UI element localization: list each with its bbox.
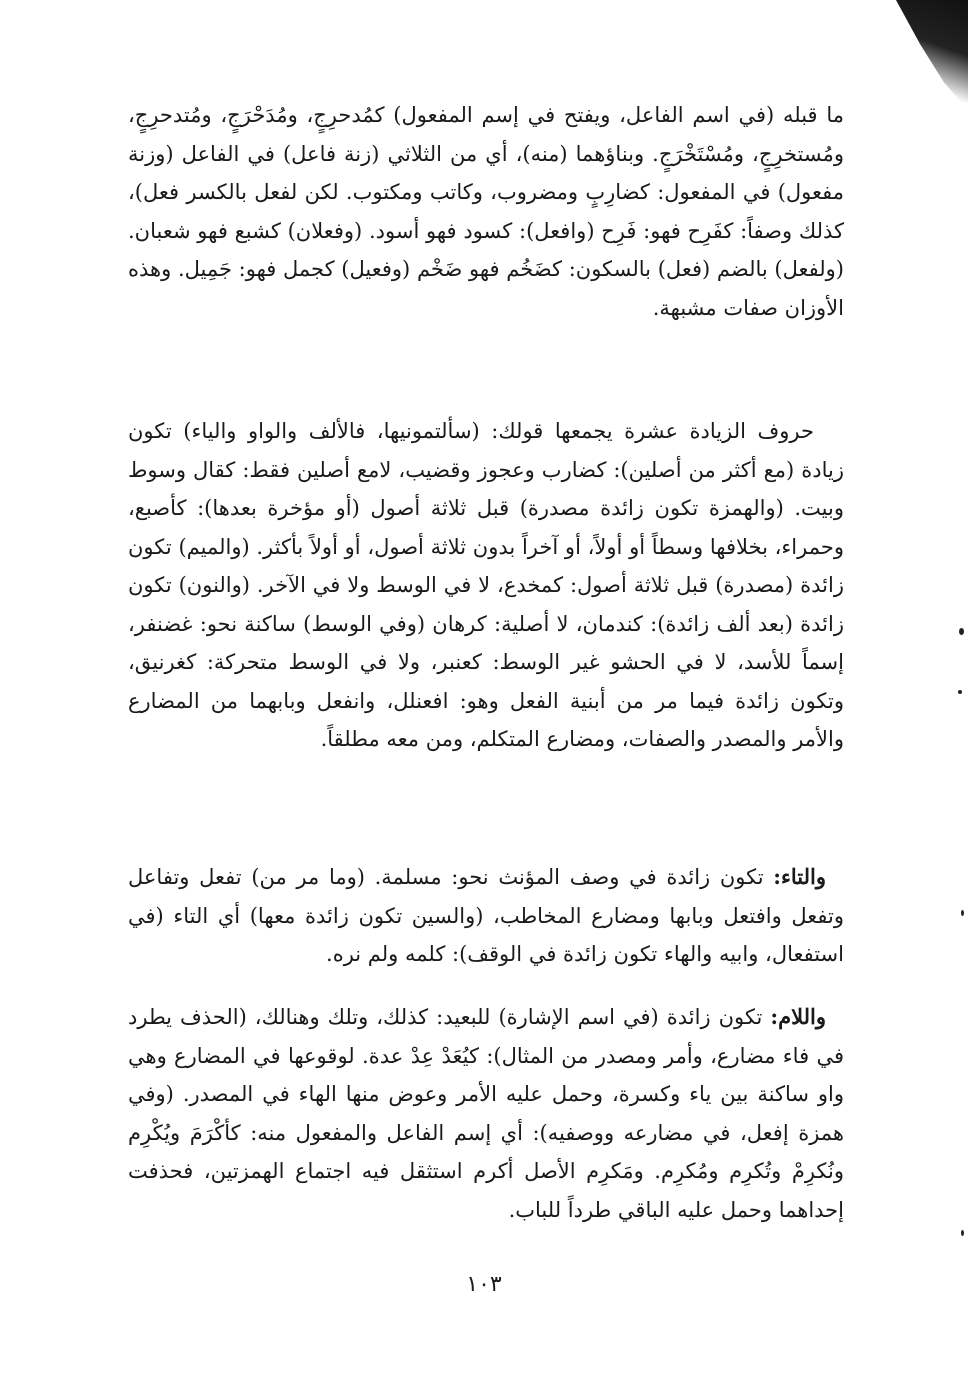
paragraph-3 <box>128 858 844 974</box>
scan-speck <box>958 690 962 694</box>
scan-speck <box>961 1230 964 1236</box>
scan-speck <box>961 910 964 916</box>
paragraph-3-text: تكون زائدة في وصف المؤنث نحو: مسلمة. (وما مر من) تفعل وتفاعل وتفعل وافتعل وبابها ومضارع المخاطب، (والسين تكون زائدة معها) أي التاء (في استفعال، وابيه والهاء تكون زائدة في الوقف): كلمه ولم نره. <box>128 865 844 966</box>
paragraph-4-lead: واللام: <box>770 1004 826 1029</box>
paragraph-3-lead: والتاء: <box>773 864 826 889</box>
paragraph-2-text: حروف الزيادة عشرة يجمعها قولك: (سألتمونيها، فالألف والواو والياء) تكون زيادة (مع أكثر من أصلين): كضارب وعجوز وقضيب، لامع أصلين فقط: كقال وسوط وبيت. (والهمزة تكون زائدة مصدرة) قبل ثلاثة أصول (أو مؤخرة بعدها): كأصبع، وحمراء، بخلافها وسطاً أو أولاً، أو آخراً بدون ثلاثة أصول، أو أولاً بأكثر. (والميم) تكون زائدة (مصدرة) قبل ثلاثة أصول: كمخدع، لا في الوسط ولا في الآخر. (والنون) تكون زائدة (بعد ألف زائدة): كندمان، لا أصلية: كرهان (وفي الوسط) ساكنة نحو: غضنفر، إسماً للأسد، لا في الحشو غير الوسط: كعنبر، ولا في الوسط متحركة: كغرنيق، وتكون زائدة فيما مر من أبنية الفعل وهو: افعنلل، وانفعل وبابهما من المضارع والأمر والمصدر والصفات، ومضارع المتكلم، ومن معه مطلقاً. <box>128 419 844 751</box>
scan-corner-shadow <box>888 0 968 110</box>
page-number: ١٠٣ <box>466 1272 502 1297</box>
scan-speck <box>959 628 964 635</box>
paragraph-2 <box>128 412 844 759</box>
paragraph-1-text: ما قبله (في اسم الفاعل، ويفتح في إسم المفعول) كمُدحرِجٍ، ومُدَحْرَجٍ، ومُتدحرِجٍ، ومُستخرِجٍ، ومُسْتَخْرَجٍ. وبناؤهما (منه)، أي من الثلاثي (زنة فاعل) في الفاعل (وزنة مفعول) في المفعول: كضارِبٍ ومضروب، وكاتب ومكتوب. لكن لفعل بالكسر فعل)، كذلك وصفاً: كفَرِح فهو: فَرِح (وافعل): كسود فهو أسود. (وفعلان) كشبع فهو شعبان. (ولفعل) بالضم (فعل) بالسكون: كضَخُم فهو ضَخْم (وفعيل) كجمل فهو: جَمِيل. وهذه الأوزان صفات مشبهة. <box>128 103 844 320</box>
paragraph-1 <box>128 96 844 327</box>
paragraph-4-text: تكون زائدة (في اسم الإشارة) للبعيد: كذلك، وتلك وهنالك، (الحذف يطرد في فاء مضارع، وأمر ومصدر من المثال): كيُعَدْ عِدْ عدة. لوقوعها في المضارع وهي واو ساكنة بين ياء وكسرة، وحمل عليه الأمر وعوض منها الهاء في المصدر. (وفي همزة إفعل، في مضارعه ووصفيه): أي إسم الفاعل والمفعول منه: كأكْرَمَ ويُكْرِم ونُكرِمْ وتُكرِم ومُكرِم. ومَكرِم الأصل أكرم استثقل فيه اجتماع الهمزتين، فحذفت إحداهما وحمل عليه الباقي طرداً للباب. <box>128 1005 844 1222</box>
paragraph-4 <box>128 998 844 1229</box>
